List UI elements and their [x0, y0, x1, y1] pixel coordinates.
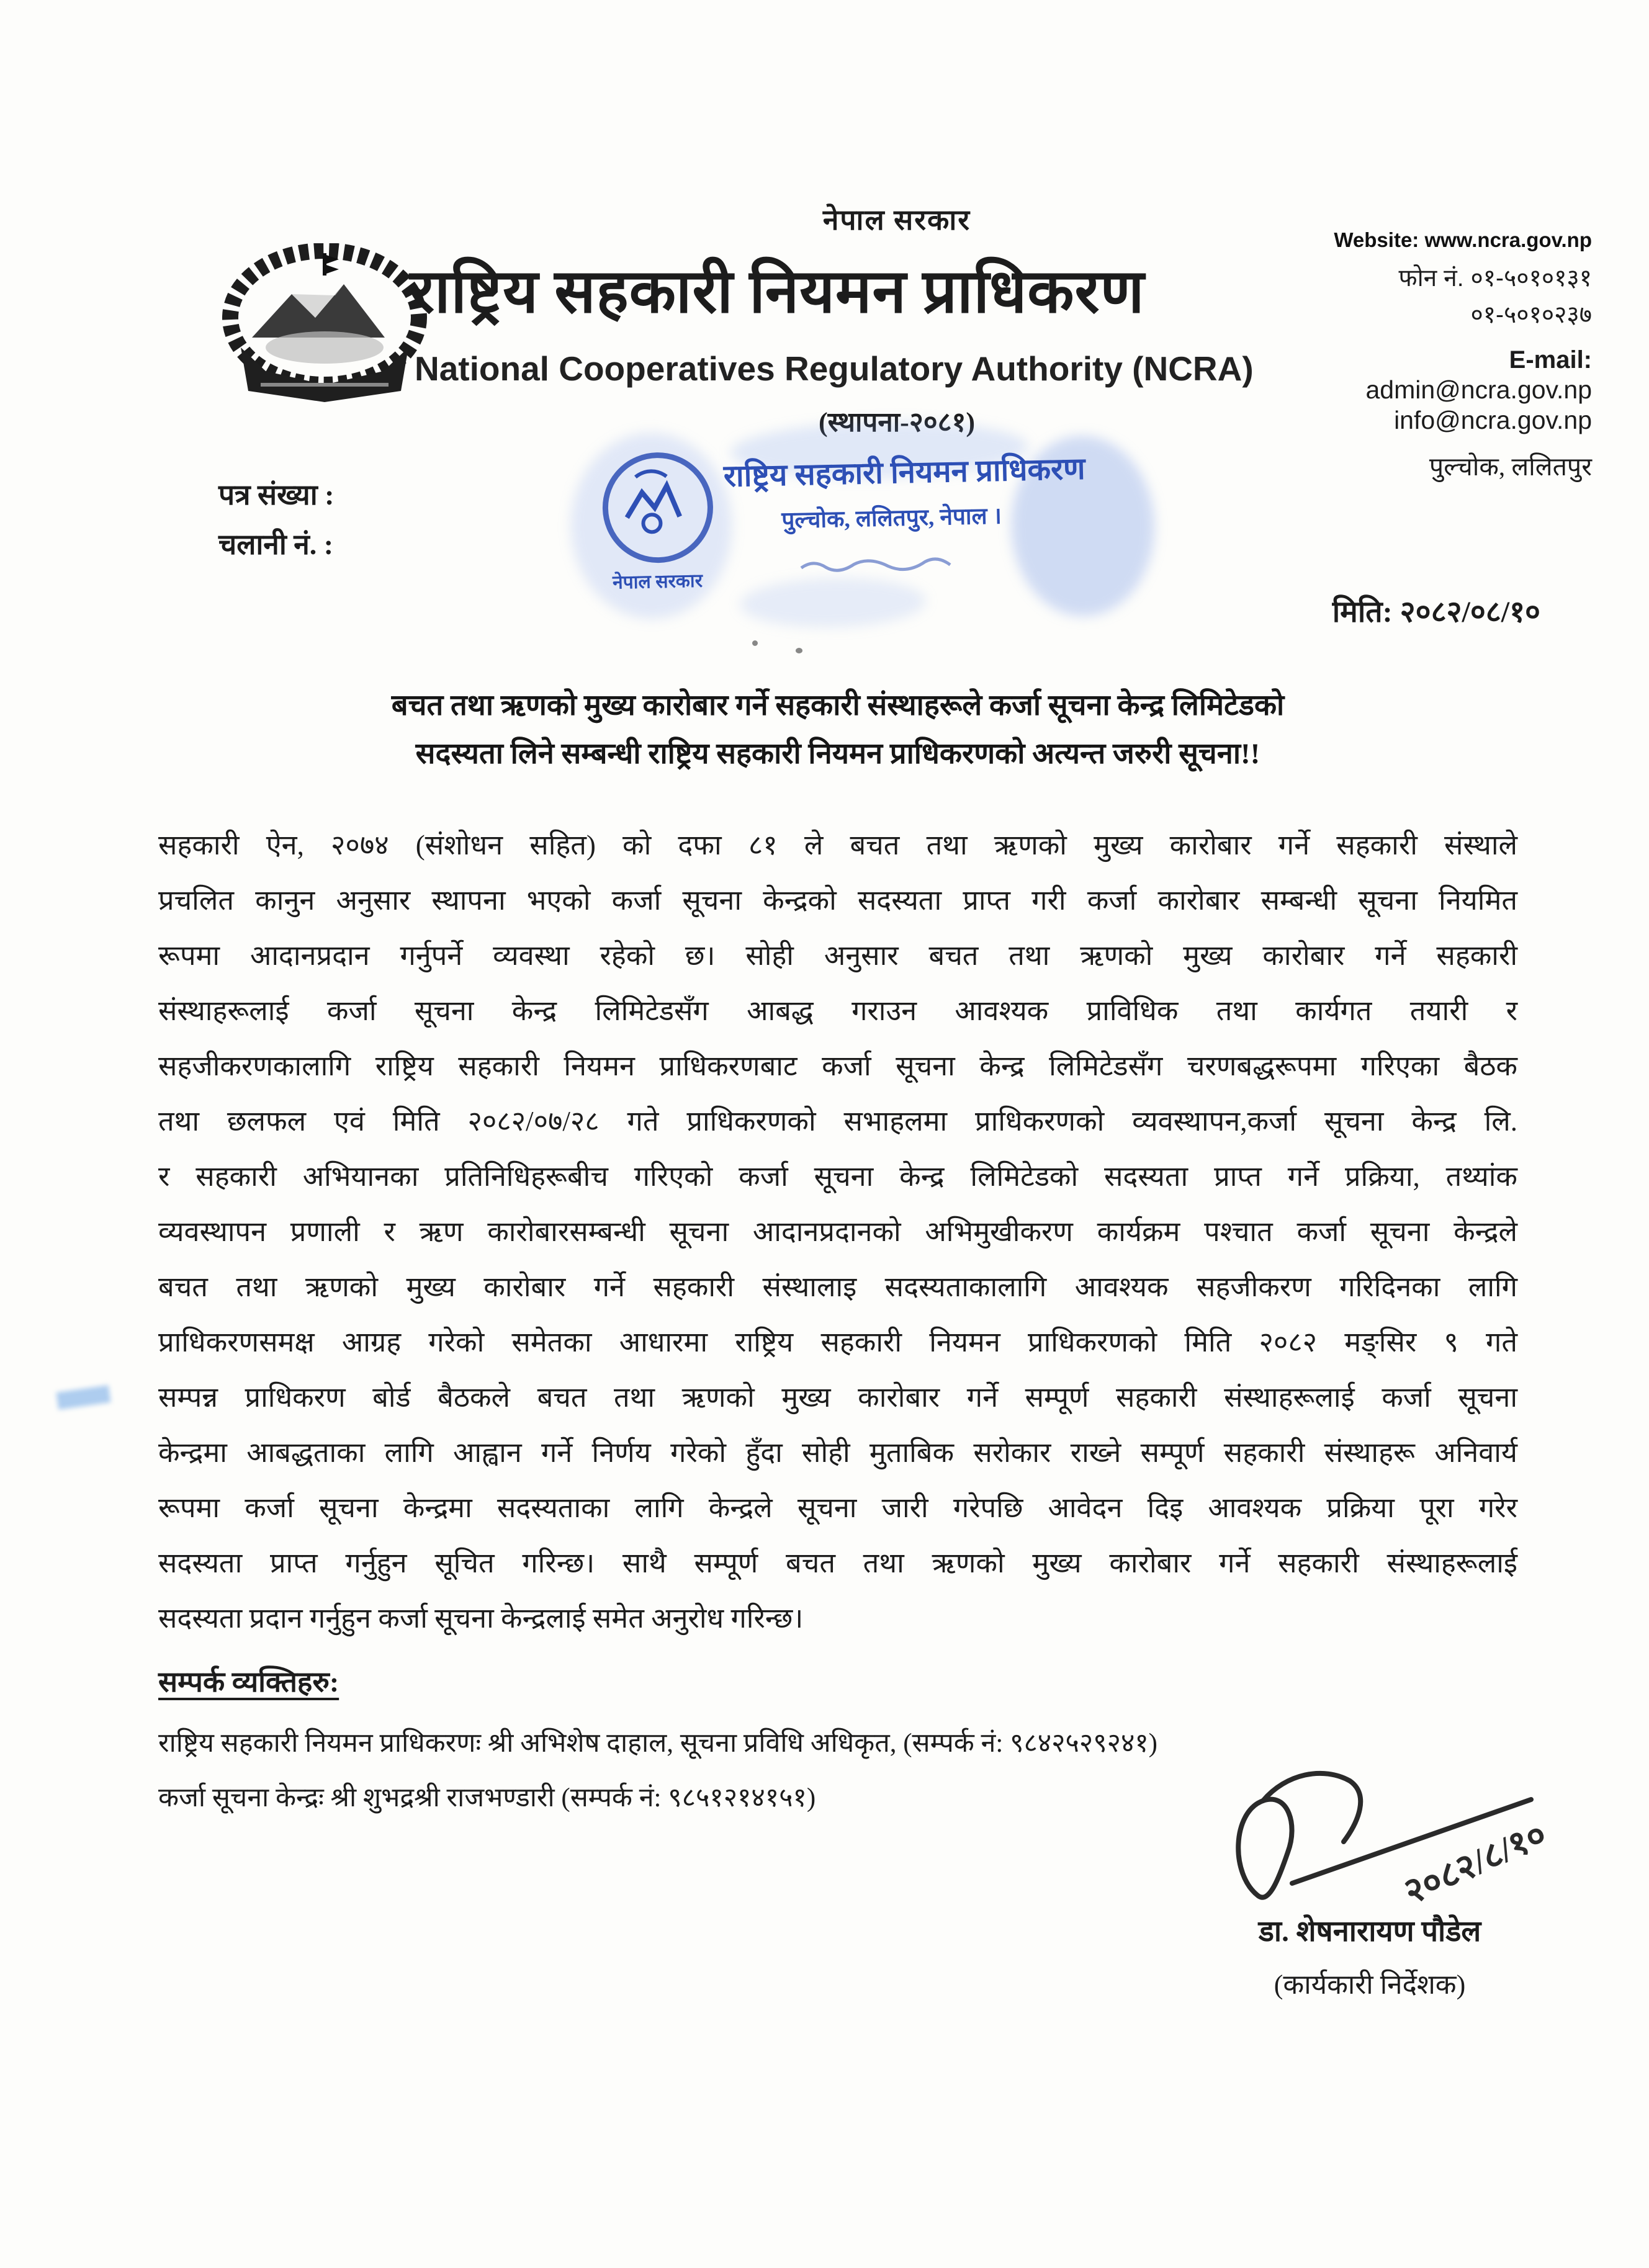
ink-smudge — [56, 1385, 110, 1410]
body-line: प्राधिकरणसमक्ष आग्रह गरेको समेतका आधारमा राष्ट्रिय सहकारी नियमन प्राधिकरणको मिति २०८२ मङ्सिर ९ गते — [158, 1327, 1517, 1358]
email-address-1: admin@ncra.gov.np — [1365, 375, 1592, 404]
established-year: (स्थापना-२०८१) — [818, 407, 976, 437]
body-line: रूपमा कर्जा सूचना केन्द्रमा सदस्यताका लागि केन्द्रले सूचना जारी गरेपछि आवेदन दिइ आवश्यक प्रक्रिया पूरा गरेर — [158, 1492, 1517, 1523]
subject-block — [158, 681, 1517, 778]
reference-block — [218, 470, 334, 570]
phone-line-1: फोन नं. ०१-५०१०१३१ — [1398, 265, 1592, 292]
body-line: प्रचलित कानुन अनुसार स्थापना भएको कर्जा सूचना केन्द्रको सदस्यता प्राप्त गरी कर्जा कारोबार सम्बन्धी सूचना नियमित — [158, 885, 1517, 916]
stamp-government-label: नेपाल सरकार — [612, 570, 703, 593]
body-line: बचत तथा ऋणको मुख्य कारोबार गर्ने सहकारी संस्थालाइ सदस्यताकालागि आवश्यक सहजीकरण गरिदिनका लागि — [158, 1271, 1517, 1302]
body-line: सहकारी ऐन, २०७४ (संशोधन सहित) को दफा ८१ ले बचत तथा ऋणको मुख्य कारोबार गर्ने सहकारी संस्थाले — [158, 830, 1517, 861]
body-line: सम्पन्न प्राधिकरण बोर्ड बैठकले बचत तथा ऋणको मुख्य कारोबार गर्ने सम्पूर्ण सहकारी संस्थाहरूलाई कर्जा सूचना — [158, 1382, 1517, 1413]
contact-item: राष्ट्रिय सहकारी नियमन प्राधिकरणः श्री अभिशेष दाहाल, सूचना प्रविधि अधिकृत, (सम्पर्क नं: ९८४२५२९२४१) — [158, 1729, 1157, 1758]
letter-number-label: पत्र संख्या : — [218, 479, 335, 511]
stamp-address: पुल्चोक, ललितपुर, नेपाल । — [781, 503, 1002, 534]
dispatch-number-label: चलानी नं. : — [218, 529, 334, 560]
body-line: सदस्यता प्राप्त गर्नुहुन सूचित गरिन्छ। साथै सम्पूर्ण बचत तथा ऋणको मुख्य कारोबार गर्ने सहकारी संस्थाहरूलाई — [158, 1548, 1517, 1579]
body-line: केन्द्रमा आबद्धताका लागि आह्वान गर्ने निर्णय गरेको हुँदा सोही मुताबिक सरोकार राख्ने सम्पूर्ण सहकारी संस्थाहरू अनिवार्य — [158, 1437, 1517, 1468]
body-line: तथा छलफल एवं मिति २०८२/०७/२८ गते प्राधिकरणको सभाहलमा प्राधिकरणको व्यवस्थापन,कर्जा सूचना केन्द्र लि. — [158, 1106, 1517, 1137]
website-line: Website: www.ncra.gov.np — [1334, 228, 1592, 251]
email-label: E-mail: — [1509, 346, 1592, 374]
signatory-title: (कार्यकारी निर्देशक) — [1274, 1970, 1466, 2000]
ink-dot — [752, 640, 758, 646]
body-line: व्यवस्थापन प्रणाली र ऋण कारोबारसम्बन्धी सूचना आदानप्रदानको अभिमुखीकरण कार्यक्रम पश्चात कर्जा सूचना केन्द्रले — [158, 1216, 1517, 1247]
letter-date: मिति: २०८२/०८/१० — [1332, 596, 1540, 629]
stamp-ink-squiggle-icon — [795, 549, 982, 577]
government-title: नेपाल सरकार — [822, 204, 971, 236]
contact-item: कर्जा सूचना केन्द्रः श्री शुभद्रश्री राजभण्डारी (सम्पर्क नं: ९८५१२१४१५१) — [158, 1783, 816, 1813]
contacts-heading: सम्पर्क व्यक्तिहरु: — [158, 1666, 339, 1698]
email-address-2: info@ncra.gov.np — [1394, 406, 1592, 434]
subject-line-2: सदस्यता लिने सम्बन्धी राष्ट्रिय सहकारी नियमन प्राधिकरणको अत्यन्त जरुरी सूचना!! — [415, 738, 1260, 770]
ink-dot — [796, 648, 802, 653]
official-stamp — [575, 428, 1163, 645]
body-line: संस्थाहरूलाई कर्जा सूचना केन्द्र लिमिटेडसँग आबद्ध गराउन आवश्यक प्राविधिक तथा कार्यगत तयारी र — [158, 995, 1517, 1026]
phone-line-2: ०१-५०१०२३७ — [1470, 302, 1592, 328]
office-address: पुल्चोक, ललितपुर — [1429, 452, 1592, 481]
org-title-nepali: राष्ट्रिय सहकारी नियमन प्राधिकरण — [410, 259, 1145, 326]
org-title-english: National Cooperatives Regulatory Authority (NCRA) — [415, 349, 1254, 388]
nepal-government-emblem-icon — [222, 243, 427, 405]
header-contact-block — [1244, 228, 1592, 483]
body-line: सहजीकरणकालागि राष्ट्रिय सहकारी नियमन प्राधिकरणबाट कर्जा सूचना केन्द्र लिमिटेडसँग चरणबद्धरूपमा गरिएका बैठक — [158, 1051, 1517, 1082]
body-line: रूपमा आदानप्रदान गर्नुपर्ने व्यवस्था रहेको छ। सोही अनुसार बचत तथा ऋणको मुख्य कारोबार गर्ने सहकारी — [158, 940, 1517, 971]
stamp-org-name: राष्ट्रिय सहकारी नियमन प्राधिकरण — [723, 451, 1086, 493]
signatory-name: डा. शेषनारायण पौडेल — [1258, 1916, 1481, 1948]
handwritten-date: २०८२/८/१० — [1398, 1814, 1552, 1912]
signature-block — [1171, 1762, 1568, 2002]
body-line: सदस्यता प्रदान गर्नुहुन कर्जा सूचना केन्द्रलाई समेत अनुरोध गरिन्छ। — [158, 1603, 804, 1634]
body-paragraph — [158, 818, 1517, 1646]
subject-line-1: बचत तथा ऋणको मुख्य कारोबार गर्ने सहकारी संस्थाहरूले कर्जा सूचना केन्द्र लिमिटेडको — [391, 689, 1285, 722]
body-line: र सहकारी अभियानका प्रतिनिधिहरूबीच गरिएको कर्जा सूचना केन्द्र लिमिटेडको सदस्यता प्राप्त गर्ने प्रक्रिया, तथ्यांक — [158, 1161, 1517, 1192]
